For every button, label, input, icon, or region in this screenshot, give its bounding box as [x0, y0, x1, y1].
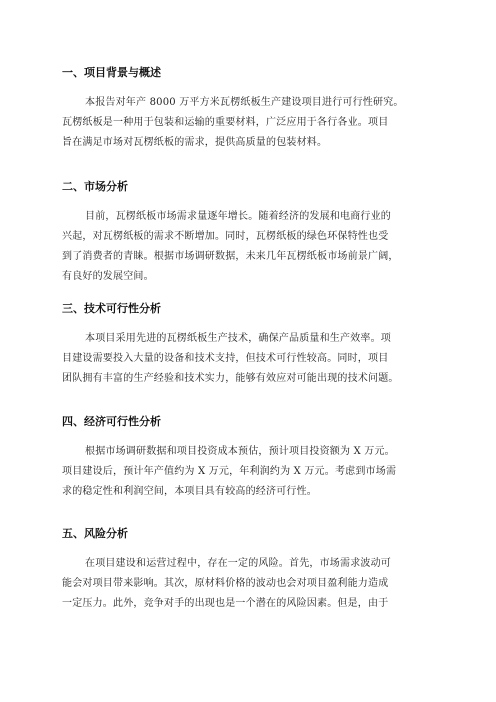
paragraph-line: 本报告对年产 8000 万平方米瓦楞纸板生产建设项目进行可行性研究。 [85, 97, 404, 108]
section-paragraph [62, 554, 447, 614]
paragraph-line: 在项目建设和运营过程中，存在一定的风险。首先，市场需求波动可 [85, 558, 391, 569]
paragraph-line: 能会对项目带来影响。其次，原材料价格的波动也会对项目盈利能力造成 [62, 578, 389, 589]
paragraph-line: 项目建设后，预计年产值约为 X 万元，年利润约为 X 万元。考虑到市场需 [62, 466, 397, 477]
section-paragraph [62, 329, 447, 389]
section-heading: 三、技术可行性分析 [62, 302, 161, 315]
section-paragraph [62, 93, 447, 153]
paragraph-line: 目建设需要投入大量的设备和技术支持，但技术可行性较高。同时，项目 [62, 353, 389, 364]
section-background [62, 66, 447, 153]
section-heading: 一、项目背景与概述 [62, 66, 161, 79]
paragraph-line: 兴起，对瓦楞纸板的需求不断增加。同时，瓦楞纸板的绿色环保特性也受 [62, 231, 389, 242]
paragraph-line: 旨在满足市场对瓦楞纸板的需求，提供高质量的包装材料。 [62, 137, 328, 148]
section-heading: 五、风险分析 [62, 527, 128, 540]
section-paragraph [62, 207, 447, 287]
section-heading: 四、经济可行性分析 [62, 415, 161, 428]
section-market [62, 180, 447, 287]
paragraph-line: 到了消费者的青睐。根据市场调研数据，未来几年瓦楞纸板市场前景广阔， [62, 251, 399, 262]
paragraph-line: 一定压力。此外，竞争对手的出现也是一个潜在的风险因素。但是，由于 [62, 598, 389, 609]
paragraph-line: 有良好的发展空间。 [62, 271, 154, 282]
section-paragraph [62, 442, 447, 502]
paragraph-line: 根据市场调研数据和项目投资成本预估，预计项目投资额为 X 万元。 [85, 446, 395, 457]
section-risk [62, 527, 447, 614]
paragraph-line: 瓦楞纸板是一种用于包装和运输的重要材料，广泛应用于各行各业。项目 [62, 117, 389, 128]
section-technical [62, 302, 447, 389]
section-economic [62, 415, 447, 502]
paragraph-line: 本项目采用先进的瓦楞纸板生产技术，确保产品质量和生产效率。项 [85, 333, 391, 344]
paragraph-line: 求的稳定性和利润空间，本项目具有较高的经济可行性。 [62, 486, 317, 497]
paragraph-line: 团队拥有丰富的生产经验和技术实力，能够有效应对可能出现的技术问题。 [62, 373, 399, 384]
paragraph-line: 目前，瓦楞纸板市场需求量逐年增长。随着经济的发展和电商行业的 [85, 211, 391, 222]
section-heading: 二、市场分析 [62, 180, 128, 193]
